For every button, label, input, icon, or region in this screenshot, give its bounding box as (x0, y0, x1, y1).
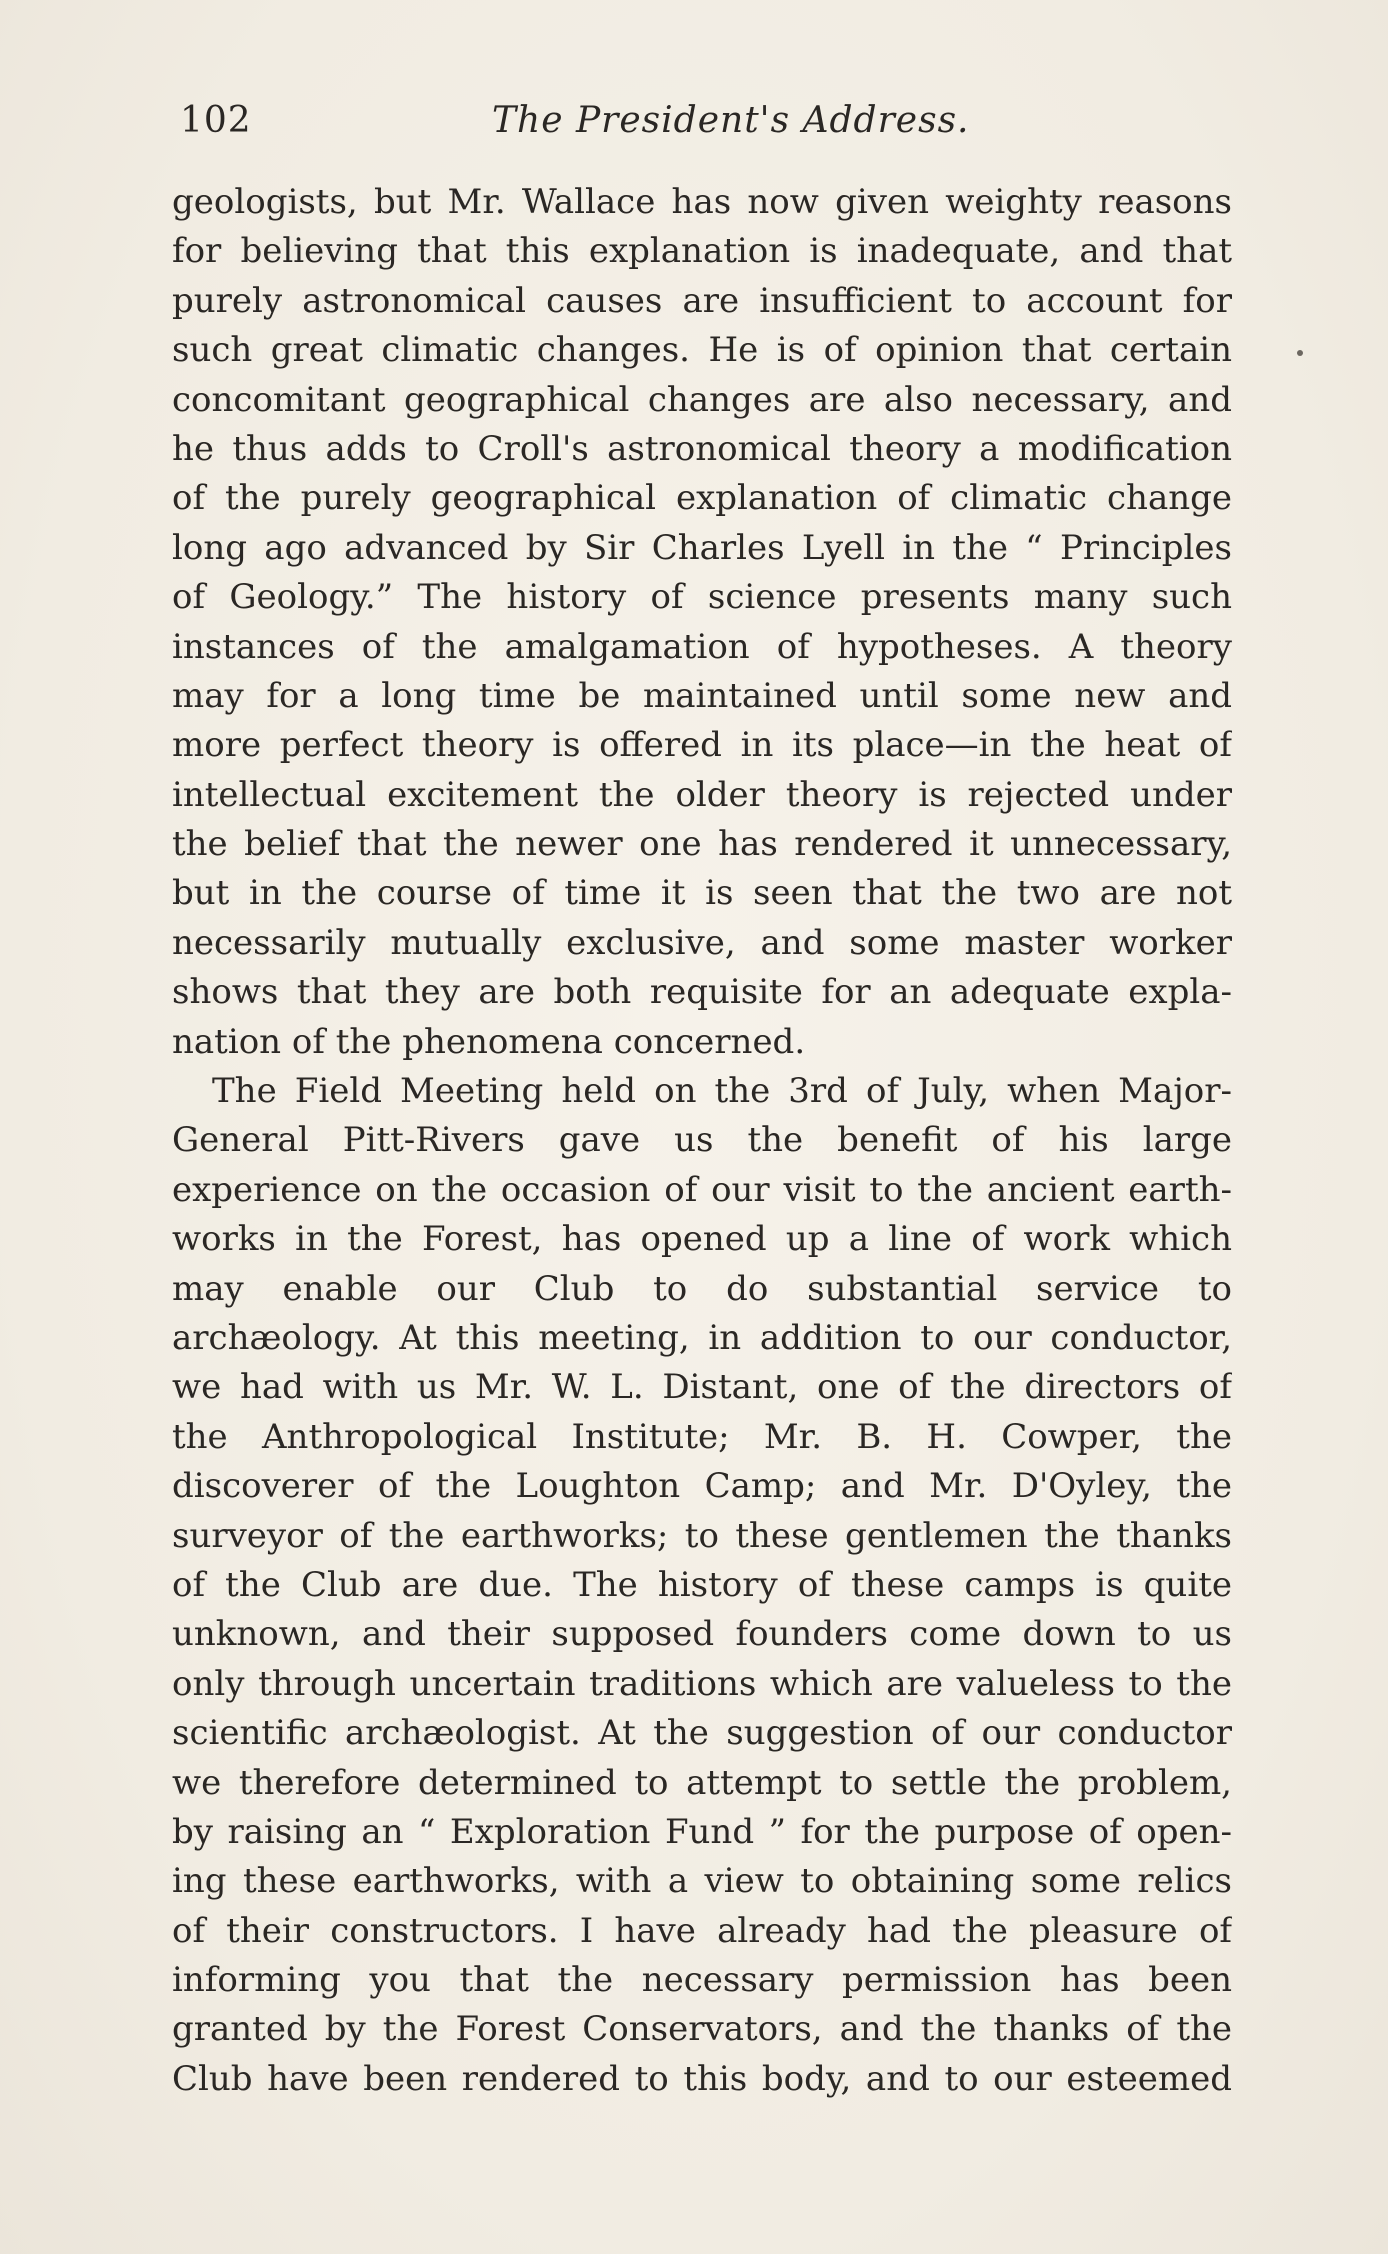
text-line: archæology. At this meeting, in addition to our conductor, (172, 1317, 1232, 1358)
text-line: such great climatic changes. He is of opinion that certain (172, 330, 1232, 371)
text-line: may for a long time be maintained until some new and (172, 675, 1232, 716)
text-line: shows that they are both requisite for an adequate expla- (172, 972, 1232, 1013)
text-line: granted by the Forest Conservators, and the thanks of the (172, 2009, 1232, 2050)
paragraph-2 (172, 1067, 1232, 2104)
text-line: long ago advanced by Sir Charles Lyell in the “ Principles (172, 527, 1232, 568)
text-line: The Field Meeting held on the 3rd of July, when Major- (212, 1071, 1232, 1112)
text-line: ing these earthworks, with a view to obtaining some relics (172, 1861, 1232, 1902)
text-line: by raising an “ Exploration Fund ” for the purpose of open- (172, 1811, 1232, 1852)
text-line: the Anthropological Institute; Mr. B. H. Cowper, the (172, 1416, 1232, 1457)
text-line: informing you that the necessary permission has been (172, 1960, 1232, 2001)
text-line: he thus adds to Croll's astronomical theory a modification (172, 428, 1232, 469)
paper-speck (1297, 350, 1303, 356)
running-title: The President's Address. (492, 100, 970, 141)
text-line: unknown, and their supposed founders come down to us (172, 1614, 1232, 1655)
text-line: instances of the amalgamation of hypotheses. A theory (172, 626, 1232, 667)
text-line: of the purely geographical explanation of climatic change (172, 478, 1232, 519)
text-line: but in the course of time it is seen that the two are not (172, 873, 1232, 914)
text-line: purely astronomical causes are insufficient to account for (172, 280, 1232, 321)
text-line: may enable our Club to do substantial service to (172, 1268, 1232, 1309)
page-number: 102 (180, 100, 252, 141)
text-line: more perfect theory is offered in its place—in the heat of (172, 725, 1232, 766)
text-line: necessarily mutually exclusive, and some master worker (172, 922, 1232, 963)
text-line: geologists, but Mr. Wallace has now given weighty reasons (172, 182, 1232, 222)
text-line: only through uncertain traditions which are valueless to the (172, 1663, 1232, 1704)
text-line: General Pitt-Rivers gave us the benefit of his large (172, 1120, 1232, 1161)
text-line: the belief that the newer one has rendered it unnecessary, (172, 824, 1232, 865)
text-line: discoverer of the Loughton Camp; and Mr. D'Oyley, the (172, 1466, 1232, 1507)
text-line: we had with us Mr. W. L. Distant, one of the directors of (172, 1367, 1232, 1408)
text-line: we therefore determined to attempt to settle the problem, (172, 1762, 1232, 1803)
text-line: concomitant geographical changes are also necessary, and (172, 379, 1232, 420)
page-header (170, 100, 1230, 160)
text-line: of their constructors. I have already had the pleasure of (172, 1910, 1232, 1951)
text-line: intellectual excitement the older theory is rejected under (172, 774, 1232, 815)
text-line: of the Club are due. The history of these camps is quite (172, 1564, 1232, 1605)
paragraph-1 (172, 178, 1232, 1067)
text-line: works in the Forest, has opened up a line of work which (172, 1219, 1232, 1260)
text-line: scientific archæologist. At the suggestion of our conductor (172, 1713, 1232, 1754)
text-line: Club have been rendered to this body, and to our esteemed (172, 2058, 1232, 2099)
text-line: nation of the phenomena concerned. (172, 1021, 806, 1062)
body-text (172, 178, 1232, 2104)
text-line: for believing that this explanation is inadequate, and that (172, 231, 1232, 272)
text-line: of Geology.” The history of science presents many such (172, 577, 1232, 618)
text-line: surveyor of the earthworks; to these gentlemen the thanks (172, 1515, 1232, 1556)
text-line: experience on the occasion of our visit to the ancient earth- (172, 1169, 1232, 1210)
